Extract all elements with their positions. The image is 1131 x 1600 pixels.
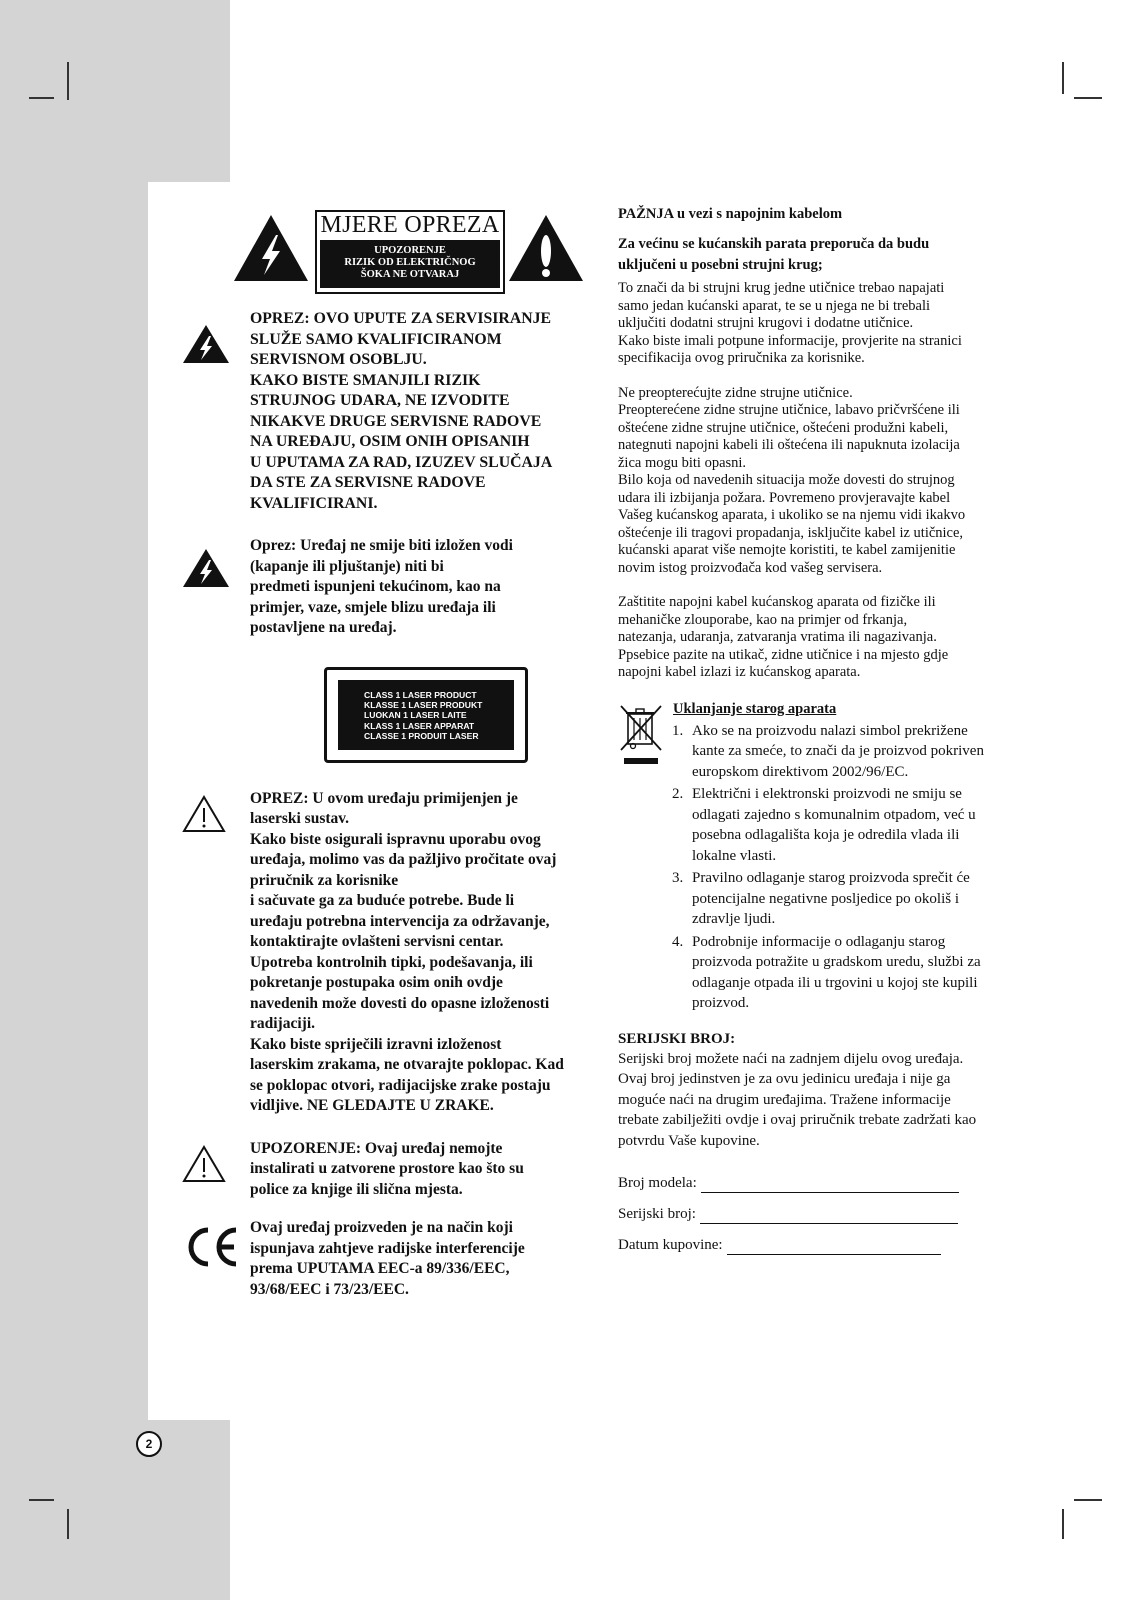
text-line: proizvoda potražite u gradskom uredu, službi za	[692, 954, 981, 970]
text-line: OPREZ: U ovom uređaju primijenjen je	[250, 789, 518, 807]
text-line: Vašeg kućanskog aparata, i ukoliko se na njemu vidi ikakvo	[618, 507, 966, 523]
crop-mark	[1062, 1509, 1064, 1539]
text-line: police za knjige ili slična mjesta.	[250, 1180, 463, 1198]
serial-number-field[interactable]	[618, 1204, 1038, 1224]
serial-text	[618, 1049, 1038, 1152]
subbox-line: UPOZORENJE	[374, 245, 446, 256]
text-line: se poklopac otvori, radijacijske zrake postaju	[250, 1076, 551, 1094]
text-line: ispunjava zahtjeve radijske interferencije	[250, 1239, 525, 1257]
exclamation-triangle-icon	[507, 213, 585, 283]
text-line: moguće naći na drugim uređajima. Tražene informacije	[618, 1091, 951, 1108]
exclamation-triangle-icon	[182, 1145, 226, 1183]
text-line: uključeni u posebni strujni krug;	[618, 257, 823, 273]
text-line: U UPUTAMA ZA RAD, IZUZEV SLUČAJA	[250, 453, 553, 471]
text-line: oštećene zidne strujne utičnice, oštećeni produžni kabeli,	[618, 419, 949, 436]
text-line: natezanja, udaranja, zatvaranja vratima ili nagazivanja.	[618, 629, 937, 645]
text-line: prema UPUTAMA EEC-a 89/336/EEC,	[250, 1260, 510, 1277]
record-fields	[618, 1173, 1038, 1255]
laser-line: CLASSE 1 PRODUIT LASER	[364, 731, 479, 742]
text-line: uređaju potrebna intervencija za održavanje,	[250, 912, 550, 930]
crop-mark	[1074, 97, 1102, 99]
text-line: Podrobnije informacije o odlaganju starog	[692, 933, 946, 950]
laser-line: CLASS 1 LASER PRODUCT	[364, 689, 477, 700]
text-line: STRUJNOG UDARA, NE IZVODITE	[250, 392, 510, 409]
right-column	[618, 205, 1038, 1266]
text-line: radijaciji.	[250, 1015, 315, 1032]
fill-in-line[interactable]	[727, 1240, 941, 1255]
text-line: posebna odlagališta koja je odredila vlada ili	[692, 827, 960, 843]
lightning-triangle-icon	[182, 324, 230, 364]
field-label: Broj modela:	[618, 1175, 697, 1191]
ce-compliance	[182, 1218, 592, 1300]
list-item	[618, 721, 1038, 783]
text-line: Pravilno odlaganje starog proizvoda sprečit će	[692, 870, 970, 886]
text-line: novim istog proizvođača kod vašeg servisera.	[618, 559, 883, 576]
text-line: NIKAKVE DRUGE SERVISNE RADOVE	[250, 412, 542, 430]
subbox-line: ŠOKA NE OTVARAJ	[360, 269, 460, 280]
text-line: Kako biste imali potpune informacije, provjerite na stranici	[618, 332, 962, 349]
laser-label	[324, 667, 592, 763]
text-line: Preopterećene zidne strujne utičnice, labavo pričvršćene ili	[618, 402, 960, 418]
exclamation-triangle-icon	[182, 795, 226, 833]
crop-mark	[29, 97, 54, 99]
text-line: pokretanje postupaka osim onih ovdje	[250, 974, 503, 991]
power-subheading	[618, 234, 1038, 276]
list-number: 2.	[672, 786, 684, 802]
model-number-field[interactable]	[618, 1173, 1038, 1193]
text-line: navedenih može dovesti do opasne izloženosti	[250, 994, 550, 1012]
text-line: Oprez: Uređaj ne smije biti izložen vodi	[250, 537, 513, 554]
text-line: instalirati u zatvorene prostore kao što su	[250, 1160, 524, 1177]
text-line: samo jedan kućanski aparat, te se u njega ne bi trebali	[618, 297, 931, 314]
margin-band-top	[0, 0, 230, 182]
text-line: europskom direktivom 2002/96/EC.	[692, 763, 909, 780]
serial-section	[618, 1030, 1038, 1152]
text-line: Zaštitite napojni kabel kućanskog aparata od fizičke ili	[618, 594, 936, 610]
text-line: lokalne vlasti.	[692, 847, 777, 864]
serial-heading: SERIJSKI BROJ:	[618, 1030, 736, 1047]
text-line: Električni i elektronski proizvodi ne smiju se	[692, 786, 962, 802]
left-column	[182, 205, 592, 1300]
text-line: trebate zabilježiti ovdje i ovaj priručnik trebate zadržati kao	[618, 1112, 977, 1128]
text-line: Bilo koja od navedenih situacija može dovesti do strujnog	[618, 472, 955, 488]
text-line: kontaktirajte ovlašteni servisni centar.	[250, 933, 504, 950]
text-line: specifikacija ovog priručnika za korisnike.	[618, 350, 865, 366]
text-line: nategnuti napojni kabeli ili oštećena ili napuknuta izolacija	[618, 437, 960, 453]
text-line: oštećenje ili tragovi propadanja, isključite kabel iz utičnice,	[618, 524, 964, 541]
laser-line: LUOKAN 1 LASER LAITE	[364, 710, 467, 721]
text-line: primjer, vaze, smjele blizu uređaja ili	[250, 598, 496, 616]
text-line: Ne preopterećujte zidne strujne utičnice.	[618, 384, 853, 401]
text-line: Ovaj uređaj proizveden je na način koji	[250, 1219, 513, 1236]
warning-service	[182, 309, 592, 514]
list-number: 3.	[672, 870, 684, 886]
margin-band-bottom	[0, 1420, 230, 1600]
page-number: 2	[136, 1431, 162, 1457]
text-line: SLUŽE SAMO KVALIFICIRANOM	[250, 330, 502, 348]
text-line: laserskim zrakama, ne otvarajte poklopac. Kad	[250, 1056, 564, 1073]
list-item	[618, 868, 1038, 930]
text-line: (kapanje ili pljuštanje) niti bi	[250, 557, 444, 575]
field-label: Serijski broj:	[618, 1206, 696, 1222]
text-line: Serijski broj možete naći na zadnjem dijelu ovog uređaja.	[618, 1050, 964, 1067]
text-line: Ako se na proizvodu nalazi simbol prekrižene	[692, 722, 968, 739]
text-line: mehaničke zlouporabe, kao na primjer od frkanja,	[618, 611, 908, 628]
text-line: predmeti ispunjeni tekućinom, kao na	[250, 578, 501, 595]
warning-installation	[182, 1139, 592, 1201]
list-item	[618, 784, 1038, 866]
text-line: udara ili izbijanja požara. Povremeno provjeravajte kabel	[618, 489, 951, 506]
text-line: Ppsebice pazite na utikač, zidne utičnice i na mjesto gdje	[618, 646, 949, 663]
text-line: priručnik za korisnike	[250, 871, 399, 889]
ce-mark-icon	[182, 1224, 240, 1270]
disposal-list	[618, 721, 1038, 1014]
text-line: KAKO BISTE SMANJILI RIZIK	[250, 371, 481, 389]
disposal-section	[618, 700, 1038, 1014]
text-line: Upotreba kontrolnih tipki, podešavanja, ili	[250, 953, 533, 971]
text-line: laserski sustav.	[250, 810, 350, 827]
crop-mark	[29, 1499, 54, 1501]
text-line: vidljive. NE GLEDAJTE U ZRAKE.	[250, 1097, 494, 1114]
power-paragraph-2	[618, 385, 1038, 578]
list-number: 4.	[672, 933, 684, 950]
text-line: OPREZ: OVO UPUTE ZA SERVISIRANJE	[250, 310, 552, 327]
text-line: i sačuvate ga za buduće potrebe. Bude li	[250, 892, 515, 909]
text-line: napojni kabel izlazi iz kućanskog aparata.	[618, 664, 861, 680]
text-line: Za većinu se kućanskih parata preporuča da budu	[618, 236, 930, 252]
text-line: KVALIFICIRANI.	[250, 494, 378, 512]
text-line: potvrdu Vaše kupovine.	[618, 1132, 760, 1149]
margin-band-side	[0, 182, 148, 1420]
text-line: proizvod.	[692, 995, 750, 1011]
caution-title: MJERE OPREZA	[320, 212, 500, 238]
text-line: žica mogu biti opasni.	[618, 454, 747, 471]
fill-in-line[interactable]	[701, 1178, 959, 1193]
field-label: Datum kupovine:	[618, 1237, 723, 1253]
text-line: kante za smeće, to znači da je proizvod pokriven	[692, 743, 984, 759]
text-line: odlagati zajedno s komunalnim otpadom, već u	[692, 806, 976, 823]
crop-mark	[67, 1509, 69, 1539]
caution-subbox	[320, 240, 500, 288]
list-number: 1.	[672, 722, 684, 739]
text-line: zdravlje ljudi.	[692, 911, 776, 927]
warning-water	[182, 536, 592, 639]
text-line: Kako biste spriječili izravni izloženost	[250, 1035, 502, 1053]
subbox-line: RIZIK OD ELEKTRIČNOG	[344, 257, 476, 268]
text-line: To znači da bi strujni krug jedne utičnice trebao napajati	[618, 280, 945, 296]
text-line: Ovaj broj jedinstven je za ovu jedinicu uređaja i nije ga	[618, 1071, 951, 1087]
text-line: UPOZORENJE: Ovaj uređaj nemojte	[250, 1139, 503, 1157]
laser-line: KLASSE 1 LASER PRODUKT	[364, 699, 483, 710]
disposal-heading: Uklanjanje starog aparata	[673, 700, 837, 717]
fill-in-line[interactable]	[700, 1209, 958, 1224]
text-line: postavljene na uređaj.	[250, 619, 397, 636]
list-item	[618, 932, 1038, 1014]
purchase-date-field[interactable]	[618, 1235, 1038, 1255]
caution-header	[182, 205, 592, 305]
power-heading: PAŽNJA u vezi s napojnim kabelom	[618, 206, 843, 222]
text-line: kućanski aparat više nemojte koristiti, te kabel zamijenitie	[618, 542, 956, 558]
text-line: DA STE ZA SERVISNE RADOVE	[250, 474, 486, 491]
text-line: uređaja, molimo vas da pažljivo pročitate ovaj	[250, 851, 557, 868]
crop-mark	[67, 62, 69, 100]
laser-line: KLASS 1 LASER APPARAT	[364, 720, 475, 731]
crop-mark	[1062, 62, 1064, 94]
power-paragraph-3	[618, 594, 1038, 682]
power-paragraph-1	[618, 280, 1038, 368]
text-line: 93/68/EEC i 73/23/EEC.	[250, 1280, 409, 1298]
text-line: Kako biste osigurali ispravnu uporabu ovog	[250, 830, 541, 848]
caution-title-box	[315, 210, 505, 294]
lightning-triangle-icon	[182, 548, 230, 588]
text-line: NA UREĐAJU, OSIM ONIH OPISANIH	[250, 433, 530, 450]
crop-mark	[1074, 1499, 1102, 1501]
text-line: uključiti dodatni strujni krugovi i dodatne utičnice.	[618, 315, 914, 331]
text-line: odlaganje otpada ili u trgovini u kojoj ste kupili	[692, 974, 978, 991]
warning-laser	[182, 789, 592, 1117]
text-line: SERVISNOM OSOBLJU.	[250, 351, 427, 368]
lightning-triangle-icon	[232, 213, 310, 283]
text-line: potencijalne negativne posljedice po okoliš i	[692, 890, 960, 907]
